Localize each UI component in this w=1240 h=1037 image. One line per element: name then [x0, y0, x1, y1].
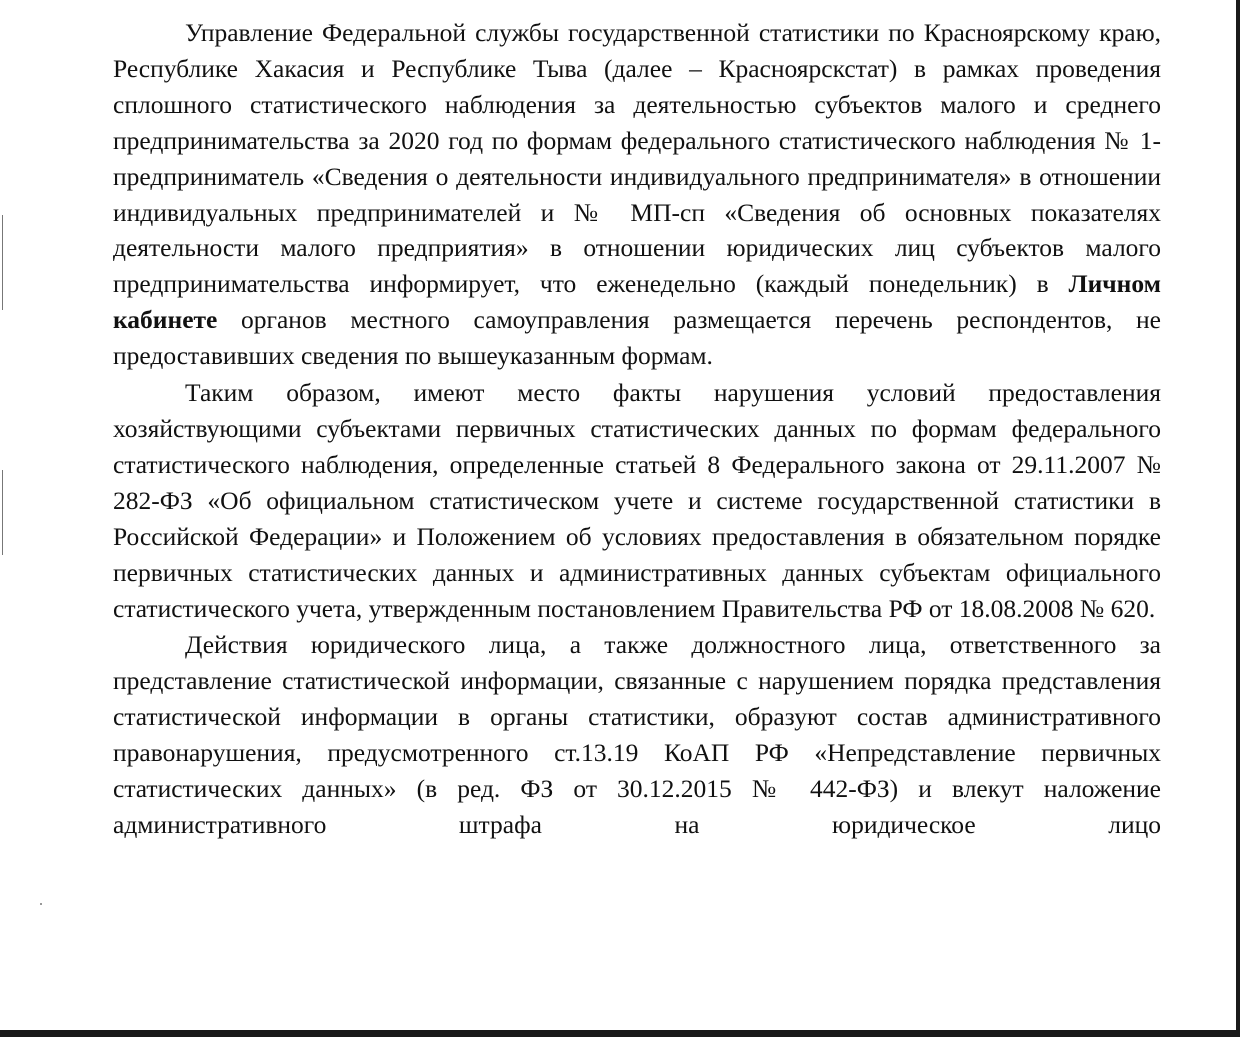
paragraph-1-part-1: Управление Федеральной службы государственной статистики по Красноярскому краю, Республике Хакасия и Республике Тыва (далее – Красноярскстат) в рамках проведения сплошного статистического наблюдения за деятельностью субъектов малого и среднего предпринимательства за 2020 год по формам федерального статистического наблюдения № 1-предприниматель «Сведения о деятельности индивидуального предпринимателя» в отношении индивидуальных предпринимателей и № МП-сп «Сведения об основных показателях деятельности малого предприятия» в отношении юридических лиц субъектов малого предпринимательства информирует, что еженедельно (каждый понедельник) в — [113, 18, 1161, 299]
scan-artifact-mark — [2, 470, 3, 555]
paragraph-rosstat-notice — [113, 15, 1161, 374]
paragraph-violations: Таким образом, имеют место факты нарушения условий предоставления хозяйствующими субъектами первичных статистических данных по формам федерального статистического наблюдения, определенные статьей 8 Федерального закона от 29.11.2007 № 282-ФЗ «Об официальном статистическом учете и системе государственной статистики в Российской Федерации» и Положением об условиях предоставления в обязательном порядке первичных статистических данных и административных данных субъектам официального статистического учета, утвержденным постановлением Правительства РФ от 18.08.2008 № 620. — [113, 378, 1161, 623]
personal-cabinet-term: Личном кабинете — [113, 269, 1161, 335]
document-body — [113, 15, 1161, 843]
paragraph-1-part-2: органов местного самоуправления размещается перечень респондентов, не предоставивших сведения по вышеуказанным формам. — [113, 305, 1161, 371]
scan-border-right — [1236, 0, 1240, 1037]
scan-artifact-dot — [40, 903, 42, 905]
scan-border-bottom — [0, 1030, 1240, 1037]
scan-artifact-mark — [2, 215, 3, 310]
paragraph-liability: Действия юридического лица, а также должностного лица, ответственного за представление статистической информации, связанные с нарушением порядка представления статистической информации в органы статистики, образуют состав административного правонарушения, предусмотренного ст.13.19 КоАП РФ «Непредставление первичных статистических данных» (в ред. ФЗ от 30.12.2015 № 442-ФЗ) и влекут наложение административного штрафа на юридическое лицо — [113, 630, 1161, 839]
